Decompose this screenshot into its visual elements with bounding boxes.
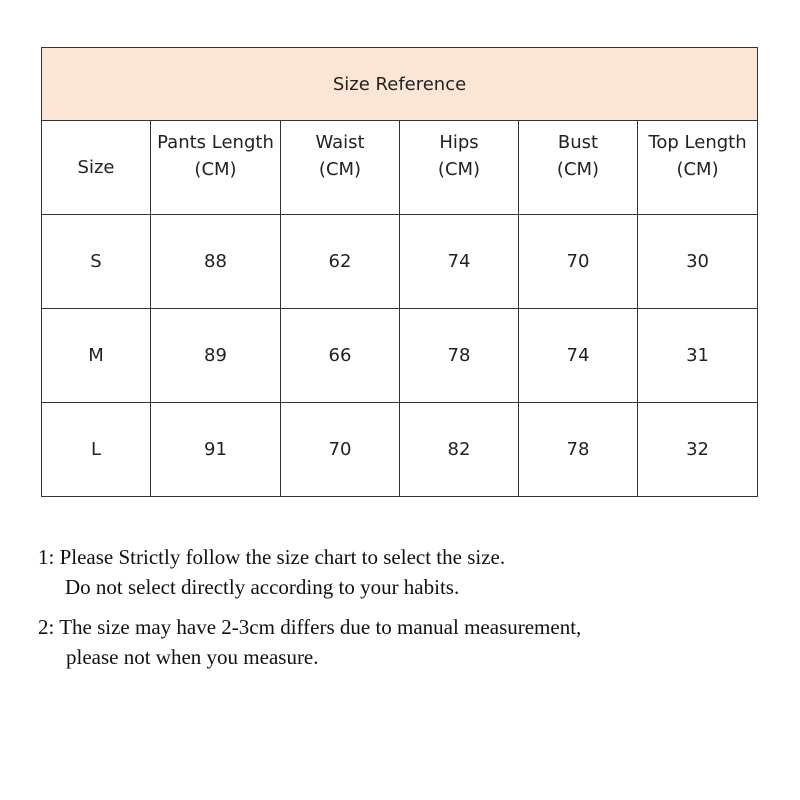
header-hips <box>400 121 519 215</box>
bust-cell: 70 <box>519 215 638 309</box>
header-top-length-unit: (CM) <box>676 158 719 180</box>
table-title-row <box>42 48 758 121</box>
note-1 <box>38 542 778 602</box>
bust-cell: 74 <box>519 309 638 403</box>
note-2-line-1: 2: The size may have 2-3cm differs due to manual measurement, <box>38 615 582 639</box>
table-header-row <box>42 121 758 215</box>
size-notes <box>38 542 778 682</box>
note-1-line-2: Do not select directly according to your habits. <box>65 575 460 599</box>
header-pants-length-label: Pants Length <box>157 131 274 153</box>
header-waist-unit: (CM) <box>318 158 362 180</box>
top-length-cell: 30 <box>638 215 758 309</box>
table-row-s <box>42 215 758 309</box>
header-hips-unit: (CM) <box>437 158 481 180</box>
size-cell: M <box>42 309 151 403</box>
header-bust <box>519 121 638 215</box>
table-row-l <box>42 403 758 497</box>
bust-cell: 78 <box>519 403 638 497</box>
size-cell: S <box>42 215 151 309</box>
size-reference-table <box>41 47 758 497</box>
note-2-line-2: please not when you measure. <box>66 645 319 669</box>
waist-cell: 62 <box>281 215 400 309</box>
size-cell: L <box>42 403 151 497</box>
hips-cell: 82 <box>400 403 519 497</box>
header-bust-label: Bust <box>557 131 599 153</box>
header-waist <box>281 121 400 215</box>
header-bust-unit: (CM) <box>556 158 600 180</box>
note-2 <box>38 612 778 672</box>
header-waist-label: Waist <box>315 131 365 153</box>
waist-cell: 66 <box>281 309 400 403</box>
top-length-cell: 32 <box>638 403 758 497</box>
header-size: Size <box>42 121 151 215</box>
header-pants-length <box>151 121 281 215</box>
top-length-cell: 31 <box>638 309 758 403</box>
waist-cell: 70 <box>281 403 400 497</box>
header-top-length <box>638 121 758 215</box>
note-1-line-1: 1: Please Strictly follow the size chart to select the size. <box>38 545 506 569</box>
hips-cell: 78 <box>400 309 519 403</box>
header-top-length-label: Top Length <box>648 131 747 153</box>
pants-length-cell: 88 <box>151 215 281 309</box>
table-title: Size Reference <box>42 48 758 121</box>
header-pants-length-unit: (CM) <box>194 158 237 180</box>
hips-cell: 74 <box>400 215 519 309</box>
pants-length-cell: 91 <box>151 403 281 497</box>
header-hips-label: Hips <box>439 131 479 153</box>
table-row-m <box>42 309 758 403</box>
pants-length-cell: 89 <box>151 309 281 403</box>
